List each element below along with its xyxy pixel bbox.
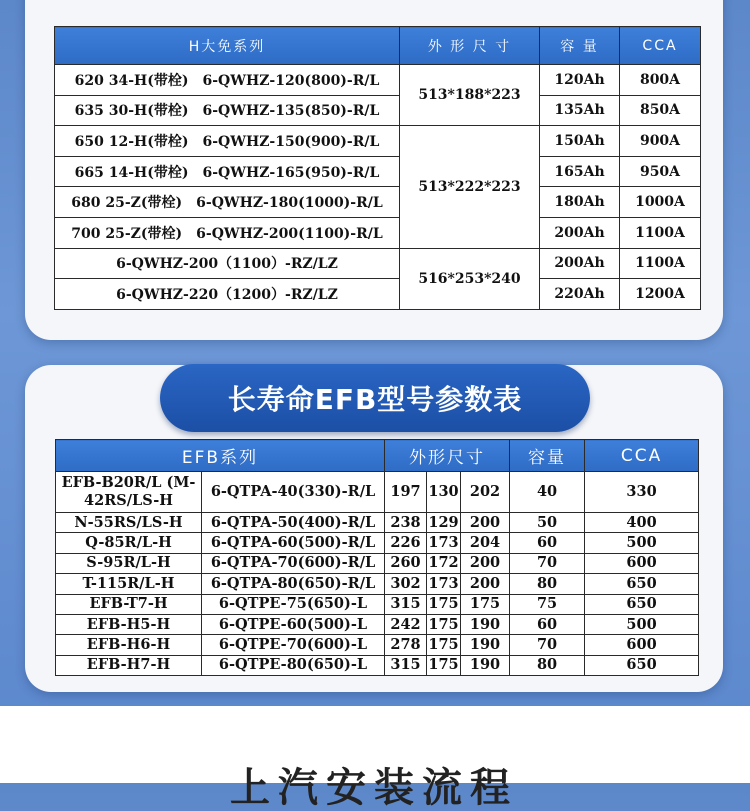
table-row: [56, 553, 699, 573]
cca-cell: 1100A: [620, 217, 701, 248]
capacity-cell: 180Ah: [540, 187, 620, 218]
model-cell: 6-QTPE-75(650)-L: [202, 594, 385, 614]
series-cell: N-55RS/LS-H: [56, 513, 202, 533]
height-cell: 202: [461, 472, 510, 513]
table-row: [56, 655, 699, 675]
length-cell: 197: [385, 472, 427, 513]
table-row: [56, 614, 699, 634]
cca-cell: 600: [585, 553, 699, 573]
cca-cell: 650: [585, 655, 699, 675]
height-cell: 200: [461, 574, 510, 594]
width-cell: 175: [427, 594, 461, 614]
height-cell: 175: [461, 594, 510, 614]
table-header-row: [56, 440, 699, 472]
series-cell: EFB-H7-H: [56, 655, 202, 675]
height-cell: 200: [461, 553, 510, 573]
model-cell: 680 25-Z(带栓) 6-QWHZ-180(1000)-R/L: [55, 187, 400, 218]
height-cell: 190: [461, 655, 510, 675]
width-cell: 173: [427, 533, 461, 553]
capacity-cell: 80: [510, 655, 585, 675]
model-cell: 6-QTPA-70(600)-R/L: [202, 553, 385, 573]
cca-cell: 1200A: [620, 279, 701, 310]
cca-cell: 330: [585, 472, 699, 513]
capacity-cell: 70: [510, 635, 585, 655]
table-row: [56, 594, 699, 614]
capacity-cell: 70: [510, 553, 585, 573]
table-row: [56, 513, 699, 533]
capacity-cell: 75: [510, 594, 585, 614]
model-cell: 635 30-H(带栓) 6-QWHZ-135(850)-R/L: [55, 95, 400, 126]
install-process-heading: [230, 765, 530, 811]
model-cell: 6-QTPE-80(650)-L: [202, 655, 385, 675]
model-cell: 665 14-H(带栓) 6-QWHZ-165(950)-R/L: [55, 156, 400, 187]
width-cell: 175: [427, 614, 461, 634]
capacity-cell: 60: [510, 533, 585, 553]
model-cell: 6-QTPA-40(330)-R/L: [202, 472, 385, 513]
capacity-cell: 50: [510, 513, 585, 533]
table-row: [55, 187, 701, 218]
capacity-cell: 150Ah: [540, 126, 620, 157]
capacity-cell: 60: [510, 614, 585, 634]
cca-cell: 1000A: [620, 187, 701, 218]
length-cell: 278: [385, 635, 427, 655]
height-cell: 204: [461, 533, 510, 553]
table-header-row: [55, 27, 701, 65]
length-cell: 242: [385, 614, 427, 634]
cca-cell: 850A: [620, 95, 701, 126]
table-row: [56, 574, 699, 594]
header-dimensions: 外形尺寸: [385, 440, 510, 472]
table-row: [55, 217, 701, 248]
length-cell: 315: [385, 655, 427, 675]
model-cell: 6-QTPA-50(400)-R/L: [202, 513, 385, 533]
width-cell: 175: [427, 655, 461, 675]
series-cell: Q-85R/L-H: [56, 533, 202, 553]
height-cell: 190: [461, 635, 510, 655]
table-row: [55, 279, 701, 310]
series-cell: T-115R/L-H: [56, 574, 202, 594]
cca-cell: 1100A: [620, 248, 701, 279]
series-cell: S-95R/L-H: [56, 553, 202, 573]
cca-cell: 500: [585, 533, 699, 553]
header-capacity: 容量: [510, 440, 585, 472]
series-cell: EFB-T7-H: [56, 594, 202, 614]
table-row: [56, 635, 699, 655]
efb-series-table: [55, 439, 699, 676]
install-process-heading-text: 上汽安装流程: [230, 765, 518, 811]
length-cell: 302: [385, 574, 427, 594]
header-cca: CCA: [585, 440, 699, 472]
width-cell: 173: [427, 574, 461, 594]
height-cell: 190: [461, 614, 510, 634]
model-cell: 6-QTPA-80(650)-R/L: [202, 574, 385, 594]
capacity-cell: 165Ah: [540, 156, 620, 187]
cca-cell: 400: [585, 513, 699, 533]
dims-cell: 516*253*240: [400, 248, 540, 309]
capacity-cell: 120Ah: [540, 65, 620, 96]
width-cell: 172: [427, 553, 461, 573]
dims-cell: 513*222*223: [400, 126, 540, 248]
cca-cell: 500: [585, 614, 699, 634]
cca-cell: 900A: [620, 126, 701, 157]
model-cell: 6-QTPE-60(500)-L: [202, 614, 385, 634]
cca-cell: 650: [585, 574, 699, 594]
capacity-cell: 80: [510, 574, 585, 594]
capacity-cell: 220Ah: [540, 279, 620, 310]
table-row: [55, 156, 701, 187]
table-row: [55, 95, 701, 126]
height-cell: 200: [461, 513, 510, 533]
model-cell: 650 12-H(带栓) 6-QWHZ-150(900)-R/L: [55, 126, 400, 157]
table-row: [55, 248, 701, 279]
series-cell: EFB-H5-H: [56, 614, 202, 634]
table-row: [55, 65, 701, 96]
efb-banner-title: 长寿命EFB型号参数表: [227, 383, 523, 416]
cca-cell: 650: [585, 594, 699, 614]
header-series: H大免系列: [55, 27, 400, 65]
header-series: EFB系列: [56, 440, 385, 472]
header-capacity: 容 量: [540, 27, 620, 65]
table-row: [56, 472, 699, 513]
cca-cell: 800A: [620, 65, 701, 96]
dims-cell: 513*188*223: [400, 65, 540, 126]
width-cell: 129: [427, 513, 461, 533]
capacity-cell: 200Ah: [540, 248, 620, 279]
header-dimensions: 外 形 尺 寸: [400, 27, 540, 65]
header-cca: CCA: [620, 27, 701, 65]
capacity-cell: 40: [510, 472, 585, 513]
series-cell: EFB-B20R/L (M-42RS/LS-H: [56, 472, 202, 513]
length-cell: 238: [385, 513, 427, 533]
series-cell: EFB-H6-H: [56, 635, 202, 655]
model-cell: 620 34-H(带栓) 6-QWHZ-120(800)-R/L: [55, 65, 400, 96]
length-cell: 260: [385, 553, 427, 573]
length-cell: 315: [385, 594, 427, 614]
length-cell: 226: [385, 533, 427, 553]
table-row: [55, 126, 701, 157]
capacity-cell: 200Ah: [540, 217, 620, 248]
cca-cell: 950A: [620, 156, 701, 187]
capacity-cell: 135Ah: [540, 95, 620, 126]
width-cell: 130: [427, 472, 461, 513]
cca-cell: 600: [585, 635, 699, 655]
model-cell: 6-QWHZ-200（1100）-RZ/LZ: [55, 248, 400, 279]
model-cell: 700 25-Z(带栓) 6-QWHZ-200(1100)-R/L: [55, 217, 400, 248]
model-cell: 6-QTPA-60(500)-R/L: [202, 533, 385, 553]
width-cell: 175: [427, 635, 461, 655]
h-series-table: [54, 26, 701, 310]
model-cell: 6-QTPE-70(600)-L: [202, 635, 385, 655]
table-row: [56, 533, 699, 553]
model-cell: 6-QWHZ-220（1200）-RZ/LZ: [55, 279, 400, 310]
